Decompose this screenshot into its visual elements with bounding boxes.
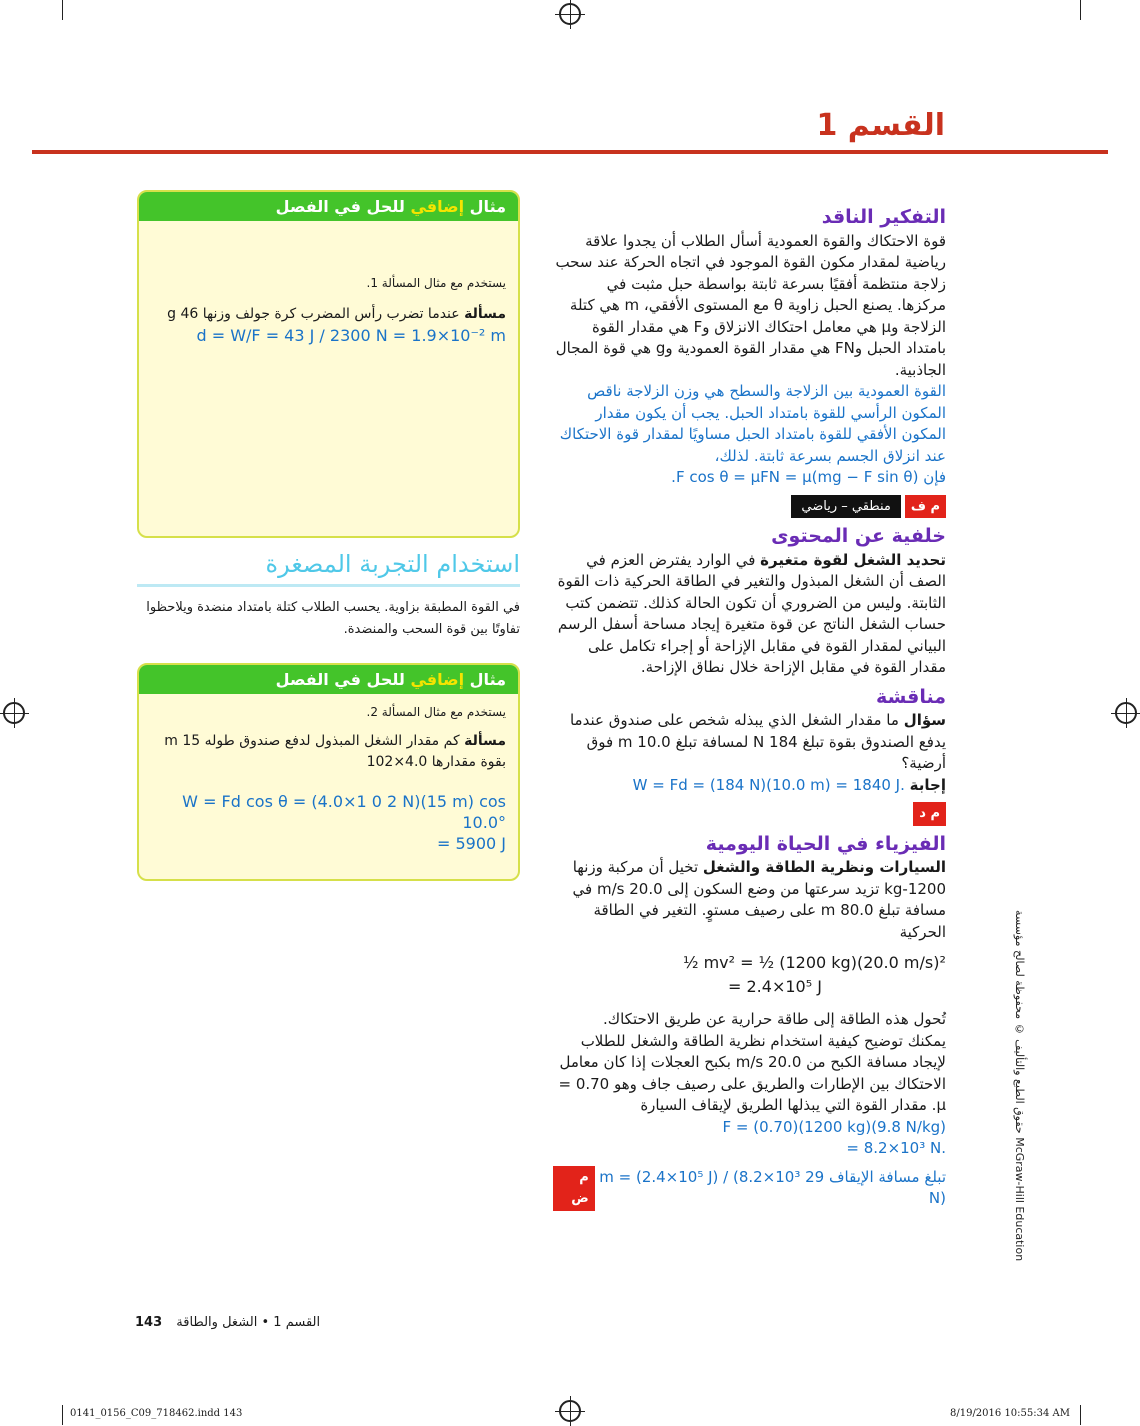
tag-row (553, 495, 946, 519)
critical-thinking-formula: فإن (F cos θ = μFN = μ(mg − F sin θ. (671, 468, 946, 486)
friction-force-equation: F = (0.70)(1200 kg)(9.8 N/kg) (722, 1117, 946, 1136)
problem-text: عندما تضرب رأس المضرب كرة جولف وزنها 46 g (167, 306, 460, 322)
physics-life-p2: يمكنك توضيح كيفية استخدام نظرية الطاقة والشغل للطلاب لإيجاد مسافة الكبح من 20.0 m/s بكبح العجلات إذا كان معامل الاحتكاك بين الإطارات والطريق على رصيف جاف وهو 0.70 = μ. مقدار القوة التي يبذلها الطريق لإيقاف السيارة (558, 1031, 946, 1114)
tag-row (553, 802, 946, 826)
tag-red: م ض (553, 1166, 595, 1211)
strategy-section (137, 550, 520, 641)
kinetic-energy-result: = 2.4×10⁵ J (728, 977, 822, 996)
content-background-text (553, 550, 946, 679)
header-highlight: إضافي (410, 197, 465, 216)
critical-thinking-text: قوة الاحتكاك والقوة العمودية أسأل الطلاب أن يجدوا علاقة رياضية لمقدار مكون القوة الموجود في اتجاه الحركة عند سحب زلاجة منتظمة أفقيًا بسرعة ثابتة بواسطة حبل مثبت في مركزها. يصنع الحبل زاوية θ مع المستوى الأفقي، m هي كتلة الزلاجة وμ هي معامل احتكاك الانزلاق وF هي مقدار القوة بامتداد الحبل وFN هي مقدار القوة العمودية وg هي قوة المجال الجاذبية. (555, 231, 946, 379)
registration-mark-icon (559, 1400, 581, 1422)
tag-red: م ف (905, 495, 946, 519)
stopping-distance-equation: تبلغ مسافة الإيقاف 29 m = (2.4×10⁵ J) / (8.2×10³ N) (599, 1167, 946, 1207)
example-box-header (139, 192, 518, 221)
header-text-b: للحل في الفصل (275, 670, 405, 689)
chapter-title: القسم 1 (816, 108, 945, 143)
crop-mark (1080, 1405, 1081, 1425)
content-background-title: تحديد الشغل لقوة متغيرة (760, 550, 946, 569)
page-number: 143 (135, 1315, 163, 1330)
problem-label: مسألة (464, 306, 506, 322)
discussion-heading: مناقشة (876, 685, 946, 708)
copyright-vertical: حقوق الطبع والتأليف © محفوظة لصالح مؤسسة McGraw-Hill Education (1013, 910, 1026, 1262)
tag-black: منطقي – رياضي (791, 495, 900, 519)
example-box-2 (137, 663, 520, 881)
physics-life-body: تخيل أن مركبة وزنها 1200-kg تزيد سرعتها من وضع السكون إلى 20.0 m/s في مسافة تبلغ 80.0 m على رصيف مستوٍ. التغير في الطاقة الحركية (572, 858, 946, 941)
main-column (553, 205, 946, 1219)
crop-mark (1080, 0, 1081, 20)
answer-label: إجابة (909, 775, 946, 794)
header-highlight: إضافي (410, 670, 465, 689)
registration-mark-icon (3, 702, 25, 724)
strategy-heading: استخدام التجربة المصغرة (265, 550, 520, 578)
discussion-answer (553, 775, 946, 797)
problem-text: كم مقدار الشغل المبذول لدفع صندوق طوله m 15 بقوة مقدارها 4.0×102 (164, 733, 506, 770)
footer-text: القسم 1 • الشغل والطاقة (176, 1315, 321, 1330)
header-text-b: للحل في الفصل (275, 197, 405, 216)
stopping-distance-row (553, 1166, 946, 1211)
example-reference: يستخدم مع مثال المسألة 1. (366, 276, 506, 290)
question-label: سؤال (903, 711, 946, 729)
content-background-body: في الوارد يفترض العزم في الصف أن الشغل المبذول والتغير في الطاقة الحركية ذات القوة الثابتة. وليس من الضروري أن تكون الحالة كذلك. تتضمن كتب حساب الشغل الناتج عن قوة متغيرة إيجاد مساحة أسفل الرسم البياني لمقدار القوة في مقابل الإزاحة أو إجراء تكامل على مقدار القوة في مقابل الإزاحة خلال نطاق الإزاحة. (557, 550, 946, 676)
discussion-question (553, 710, 946, 775)
crop-mark (62, 1405, 63, 1425)
slug-date: 8/19/2016 10:55:34 AM (949, 1408, 1070, 1419)
critical-thinking-answer: القوة العمودية بين الزلاجة والسطح هي وزن الزلاجة ناقص المكون الرأسي للقوة بامتداد الحبل. يجب أن يكون مقدار المكون الأفقي للقوة بامتداد الحبل مساويًا لمقدار قوة الاحتكاك عند انزلاق الجسم بسرعة ثابتة. لذلك، (559, 382, 946, 465)
tag-red: م د (913, 802, 946, 826)
answer-text: .W = Fd = (184 N)(10.0 m) = 1840 J (632, 775, 905, 794)
header-text-a: مثال (469, 197, 506, 216)
physics-life-heading: الفيزياء في الحياة اليومية (705, 832, 946, 855)
header-text-a: مثال (469, 670, 506, 689)
critical-thinking-heading: التفكير الناقد (821, 206, 946, 228)
example-box-header (139, 665, 518, 694)
strategy-underline (137, 584, 520, 587)
kinetic-energy-equation: ½ mv² = ½ (1200 kg)(20.0 m/s)² (683, 953, 946, 972)
work-equation: W = Fd cos θ = (4.0×1 0 2 N)(15 m) cos 10.0° (182, 792, 506, 832)
problem-label: مسألة (464, 733, 506, 749)
content-background-heading: خلفية عن المحتوى (771, 525, 946, 547)
registration-mark-icon (1115, 702, 1137, 724)
example-problem (151, 731, 506, 773)
example-reference: يستخدم مع مثال المسألة 2. (366, 705, 506, 719)
example-box-1 (137, 190, 520, 538)
chapter-rule (32, 150, 1108, 154)
question-text: ما مقدار الشغل الذي يبذله شخص على صندوق عندما يدفع الصندوق بقوة تبلغ N 184 لمسافة تبلغ m 10.0 فوق أرضية؟ (569, 711, 946, 772)
page-footer (135, 1315, 320, 1330)
registration-mark-icon (559, 3, 581, 25)
example-equation: d = W/F = 43 J / 2300 N = 1.9×10⁻² m (196, 326, 506, 345)
example-problem (151, 304, 506, 325)
strategy-text: في القوة المطبقة بزاوية. يحسب الطلاب كتلة بامتداد منضدة ويلاحظوا تفاوتًا بين قوة السحب والمنضدة. (146, 600, 520, 637)
physics-life-text (553, 857, 946, 943)
crop-mark (62, 0, 63, 20)
slug-file: 0141_0156_C09_718462.indd 143 (70, 1408, 243, 1419)
physics-life-p1: تُحول هذه الطاقة إلى طاقة حرارية عن طريق الاحتكاك. (602, 1010, 946, 1028)
friction-force-result: = 8.2×10³ N. (846, 1139, 946, 1157)
physics-life-title: السيارات ونظرية الطاقة والشغل (702, 858, 946, 876)
work-result: = 5900 J (436, 834, 506, 853)
